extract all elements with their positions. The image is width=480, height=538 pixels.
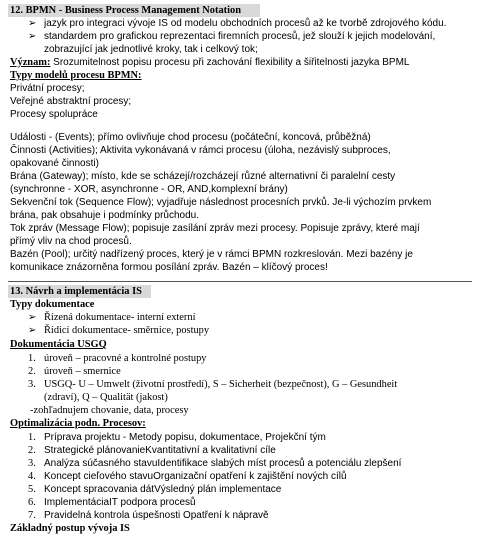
element-line: Brána (Gateway); místo, kde se scházejí/rozcházejí různé alternativní či paralelní cesty <box>10 171 396 182</box>
dok-usgq-title: Dokumentácia USGQ <box>10 339 107 350</box>
arrow-bullet-icon: ➢ <box>28 312 37 323</box>
opt-item: Pravidelná kontrola úspešnosti Opatření k nápravě <box>44 510 269 521</box>
element-line: přímý vliv na chod procesů. <box>10 236 132 247</box>
opt-item: ImplementáciaIT podpora procesů <box>44 497 196 508</box>
element-line: brána, pak obsahuje i podmínky průchodu. <box>10 210 200 221</box>
opt-item: Príprava projektu - Metody popisu, dokumentace, Projekční tým <box>44 432 326 443</box>
arrow-bullet-icon: ➢ <box>28 18 37 29</box>
element-line: komunikace znázorněna formou posílání zpráv. Bazén – klíčový proces! <box>10 262 328 273</box>
arrow-bullet-icon: ➢ <box>28 325 37 336</box>
element-line: Činnosti (Activities); Aktivita vykonávaná v rámci procesu (úloha, nezávislý subproces, <box>10 145 391 156</box>
vyznam-line <box>10 56 476 69</box>
bullet-text-cont: zobrazující jak jednotlivé kroky, tak i celkový tok; <box>44 44 258 55</box>
list-number: 1. <box>28 432 36 443</box>
list-number: 7. <box>28 510 36 521</box>
bullet-text: jazyk pro integraci vývoje IS od modelu obchodních procesů až ke tvorbě zdrojového kódu. <box>44 18 447 29</box>
typy-dokumentace-title: Typy dokumentace <box>10 299 95 310</box>
list-number: 3. <box>28 458 36 469</box>
element-line: Sekvenční tok (Sequence Flow); vyjadřuje následnost procesních prvků. Je-li výchozím prvkem <box>10 197 432 208</box>
type-item: Privátní procesy; <box>10 83 85 94</box>
usgq-item-cont: (zdraví), Q – Qualität (jakost) <box>44 392 168 403</box>
element-line: opakované činnosti) <box>10 158 99 169</box>
list-number: 2. <box>28 366 36 377</box>
list-number: 4. <box>28 471 36 482</box>
vyznam-text: Srozumitelnost popisu procesu při zachování flexibility a šiřitelnosti jazyka BPML <box>50 57 410 68</box>
section-divider <box>8 281 472 282</box>
usgq-item: úroveň – pracovné a kontrolné postupy <box>44 353 207 364</box>
opt-item: Analýza súčasného stavuIdentifikace slabých míst procesů a potenciálu zlepšení <box>44 458 402 469</box>
opt-item: Koncept spracovania dátVýsledný plán implementace <box>44 484 282 495</box>
types-title: Typy modelů procesu BPMN: <box>10 70 142 81</box>
usgq-extra: -zohľadnujem chovanie, data, procesy <box>30 405 189 416</box>
list-number: 2. <box>28 445 36 456</box>
list-number: 6. <box>28 497 36 508</box>
opt-item: Koncept cieľového stavuOrganizační opatření k zajištění nových cílů <box>44 471 347 482</box>
usgq-item: USGQ- U – Umwelt (životní prostředí), S – Sicherheit (bezpečnost), G – Gesundheit <box>44 379 398 390</box>
typy-item: Řídicí dokumentace- směrnice, postupy <box>44 325 210 336</box>
section-12-heading: 12. BPMN - Business Process Management Notation <box>10 5 241 16</box>
type-item: Veřejné abstraktní procesy; <box>10 96 132 107</box>
list-number: 5. <box>28 484 36 495</box>
type-item: Procesy spolupráce <box>10 109 98 120</box>
typy-item: Řízená dokumentace- interní externí <box>44 312 196 323</box>
vyznam-label: Význam: <box>10 57 51 68</box>
element-line: Události - (Events); přímo ovlivňuje chod procesu (počáteční, koncová, průběžná) <box>10 132 371 143</box>
list-number: 1. <box>28 353 36 364</box>
element-line: Tok zpráv (Message Flow); popisuje zasílání zpráv mezi procesy. Popisuje zprávy, které mají <box>10 223 420 234</box>
bullet-text: standardem pro grafickou reprezentaci firemních procesů, jež slouží k jejich modelování, <box>44 31 436 42</box>
opt-item: Strategické plánovanieKvantitativní a kvalitativní cíle <box>44 445 276 456</box>
element-line: (synchronne - XOR, asynchronne - OR, AND,komplexní brány) <box>10 184 288 195</box>
arrow-bullet-icon: ➢ <box>28 31 37 42</box>
element-line: Bazén (Pool); určitý nadřízený proces, který je v rámci BPMN rozkreslován. Mezi bazény je <box>10 249 413 260</box>
list-number: 3. <box>28 379 36 390</box>
optimalizacia-title: Optimalizácia podn. Procesov: <box>10 418 146 429</box>
section-13-heading: 13. Návrh a implementácia IS <box>10 286 142 297</box>
usgq-item: úroveň – smernice <box>44 366 121 377</box>
zakladny-postup-title: Základný postup vývoja IS <box>10 523 130 534</box>
